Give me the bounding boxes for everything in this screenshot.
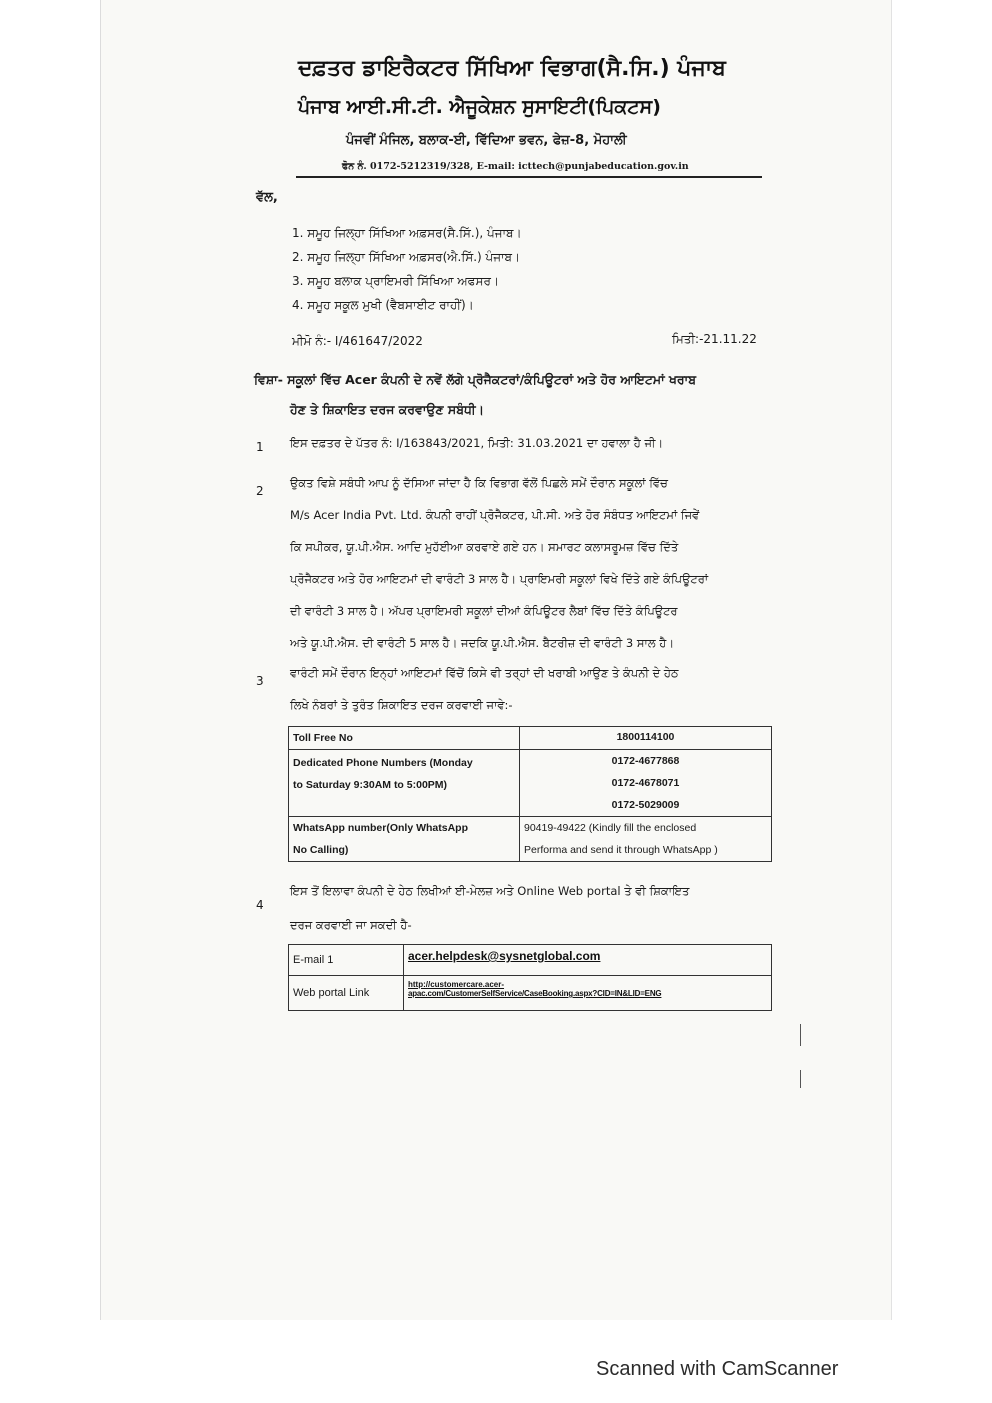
scan-artifact-line [800,1070,801,1088]
dedicated-number: 0172-5029009 [611,799,680,811]
subject-line: ਹੋਣ ਤੇ ਸ਼ਿਕਾਇਤ ਦਰਜ ਕਰਵਾਉਣ ਸਬੰਧੀ। [290,402,485,417]
scanner-watermark: Scanned with CamScanner [596,1358,839,1380]
paragraph-number: 2 [256,484,264,498]
email-link[interactable]: acer.helpdesk@sysnetglobal.com [408,949,601,963]
table-cell [404,976,772,1011]
toll-free-label: Toll Free No [293,732,353,744]
dedicated-number: 0172-4677868 [611,755,680,767]
whatsapp-value: 90419-49422 (Kindly fill the enclosed [524,822,697,834]
paragraph-line: ਕਿ ਸਪੀਕਰ, ਯੂ.ਪੀ.ਐਸ. ਆਦਿ ਮੁਹੱਈਆ ਕਰਵਾਏ ਗਏ ਹਨ। ਸਮਾਰਟ ਕਲਾਸਰੂਮਜ਼ ਵਿੱਚ ਦਿੱਤੇ [290,540,679,554]
dedicated-number: 0172-4678071 [611,777,680,789]
whatsapp-value: Performa and send it through WhatsApp ) [524,844,718,856]
scan-artifact-line [800,1024,801,1046]
paragraph-line: ਪ੍ਰੋਜੈਕਟਰ ਅਤੇ ਹੋਰ ਆਇਟਮਾਂ ਦੀ ਵਾਰੰਟੀ 3 ਸਾਲ ਹੈ। ਪ੍ਰਾਇਮਰੀ ਸਕੂਲਾਂ ਵਿਖੇ ਦਿੱਤੇ ਗਏ ਕੰਪਿਊਟਰਾਂ [290,572,709,586]
table-cell [404,945,772,976]
paragraph-line: ਦਰਜ ਕਰਵਾਈ ਜਾ ਸਕਦੀ ਹੈ- [290,918,412,932]
table-cell [520,727,772,750]
email-table [288,944,772,1011]
office-contact: ਫੋਨ ਨੰ. 0172-5212319/328, E-mail: icttech@punjabeducation.gov.in [342,161,689,172]
paragraph-line: M/s Acer India Pvt. Ltd. ਕੰਪਨੀ ਰਾਹੀਂ ਪ੍ਰੋਜੈਕਟਰ, ਪੀ.ਸੀ. ਅਤੇ ਹੋਰ ਸੰਬੰਧਤ ਆਇਟਮਾਂ ਜਿਵੇਂ [290,508,700,522]
memo-number: ਮੀਮੋ ਨੰ:- I/461647/2022 [292,334,423,348]
subject-line: ਵਿਸ਼ਾ- ਸਕੂਲਾਂ ਵਿੱਚ Acer ਕੰਪਨੀ ਦੇ ਨਵੇਂ ਲੱਗੇ ਪ੍ਰੋਜੈਕਟਰਾਂ/ਕੰਪਿਊਟਰਾਂ ਅਤੇ ਹੋਰ ਆਇਟਮਾਂ ਖਰਾਬ [254,372,697,387]
email-label: E-mail 1 [289,945,404,976]
paragraph-line: ਉਕਤ ਵਿਸ਼ੇ ਸਬੰਧੀ ਆਪ ਨੂੰ ਦੱਸਿਆ ਜਾਂਦਾ ਹੈ ਕਿ ਵਿਭਾਗ ਵੱਲੋਂ ਪਿਛਲੇ ਸਮੇਂ ਦੌਰਾਨ ਸਕੂਲਾਂ ਵਿੱਚ [290,476,668,490]
table-cell [289,727,520,750]
toll-free-number: 1800114100 [616,731,675,743]
contact-table [288,726,772,862]
scanned-page [100,0,892,1320]
header-divider [296,176,762,178]
recipient-item: 4. ਸਮੂਹ ਸਕੂਲ ਮੁਖੀ (ਵੈਬਸਾਈਟ ਰਾਹੀਂ)। [292,298,474,312]
whatsapp-label: WhatsApp number(Only WhatsApp [293,822,468,834]
paragraph-line: ਦੀ ਵਾਰੰਟੀ 3 ਸਾਲ ਹੈ। ਅੱਪਰ ਪ੍ਰਾਇਮਰੀ ਸਕੂਲਾਂ ਦੀਆਂ ਕੰਪਿਊਟਰ ਲੈਬਾਂ ਵਿੱਚ ਦਿੱਤੇ ਕੰਪਿਊਟਰ [290,604,678,618]
to-label: ਵੱਲ, [256,190,278,205]
recipient-item: 1. ਸਮੂਹ ਜਿਲ੍ਹਾ ਸਿੱਖਿਆ ਅਫ਼ਸਰ(ਸੈ.ਸਿੱ.), ਪੰਜਾਬ। [292,226,522,240]
portal-link[interactable]: apac.com/CustomerSelfService/CaseBooking.aspx?CID=IN&LID=ENG [408,989,662,998]
table-cell [289,750,520,817]
paragraph-number: 1 [256,440,264,454]
paragraph-number: 3 [256,674,264,688]
paragraph-line: ਇਸ ਤੋਂ ਇਲਾਵਾ ਕੰਪਨੀ ਦੇ ਹੇਠ ਲਿਖੀਆਂ ਈ-ਮੇਲਜ਼ ਅਤੇ Online Web portal ਤੇ ਵੀ ਸ਼ਿਕਾਇਤ [290,884,690,898]
paragraph-line: ਲਿਖੇ ਨੰਬਰਾਂ ਤੇ ਤੁਰੰਤ ਸ਼ਿਕਾਇਤ ਦਰਜ ਕਰਵਾਈ ਜਾਵੇ:- [290,698,513,712]
office-heading: ਦਫ਼ਤਰ ਡਾਇਰੈਕਟਰ ਸਿੱਖਿਆ ਵਿਭਾਗ(ਸੈ.ਸਿ.) ਪੰਜਾਬ [298,56,726,81]
recipient-item: 2. ਸਮੂਹ ਜਿਲ੍ਹਾ ਸਿੱਖਿਆ ਅਫ਼ਸਰ(ਐ.ਸਿੱ.) ਪੰਜਾਬ। [292,250,521,264]
dedicated-label: Dedicated Phone Numbers (Monday [293,757,473,769]
dedicated-label: to Saturday 9:30AM to 5:00PM) [293,779,448,791]
paragraph-number: 4 [256,898,264,912]
table-cell [289,817,520,862]
paragraph-line: ਇਸ ਦਫ਼ਤਰ ਦੇ ਪੱਤਰ ਨੰ: I/163843/2021, ਮਿਤੀ: 31.03.2021 ਦਾ ਹਵਾਲਾ ਹੈ ਜੀ। [290,436,664,450]
paragraph-line: ਅਤੇ ਯੂ.ਪੀ.ਐਸ. ਦੀ ਵਾਰੰਟੀ 5 ਸਾਲ ਹੈ। ਜਦਕਿ ਯੂ.ਪੀ.ਐਸ. ਬੈਟਰੀਜ਼ ਦੀ ਵਾਰੰਟੀ 3 ਸਾਲ ਹੈ। [290,636,675,650]
paragraph-line: ਵਾਰੰਟੀ ਸਮੇਂ ਦੌਰਾਨ ਇਨ੍ਹਾਂ ਆਇਟਮਾਂ ਵਿੱਚੋਂ ਕਿਸੇ ਵੀ ਤਰ੍ਹਾਂ ਦੀ ਖਰਾਬੀ ਆਉਣ ਤੇ ਕੰਪਨੀ ਦੇ ਹੇਠ [290,666,679,680]
table-cell [520,750,772,817]
portal-link[interactable]: http://customercare.acer- [408,980,505,989]
table-cell [520,817,772,862]
office-address: ਪੰਜਵੀਂ ਮੰਜਿਲ, ਬਲਾਕ-ਈ, ਵਿੱਦਿਆ ਭਵਨ, ਫੇਜ਼-8, ਮੋਹਾਲੀ [346,133,627,148]
portal-label: Web portal Link [289,976,404,1011]
recipient-item: 3. ਸਮੂਹ ਬਲਾਕ ਪ੍ਰਾਇਮਰੀ ਸਿੱਖਿਆ ਅਫਸਰ। [292,274,500,288]
letter-date: ਮਿਤੀ:-21.11.22 [672,332,757,346]
society-heading: ਪੰਜਾਬ ਆਈ.ਸੀ.ਟੀ. ਐਜੂਕੇਸ਼ਨ ਸੁਸਾਇਟੀ(ਪਿਕਟਸ) [298,96,661,118]
whatsapp-label: No Calling) [293,844,349,856]
